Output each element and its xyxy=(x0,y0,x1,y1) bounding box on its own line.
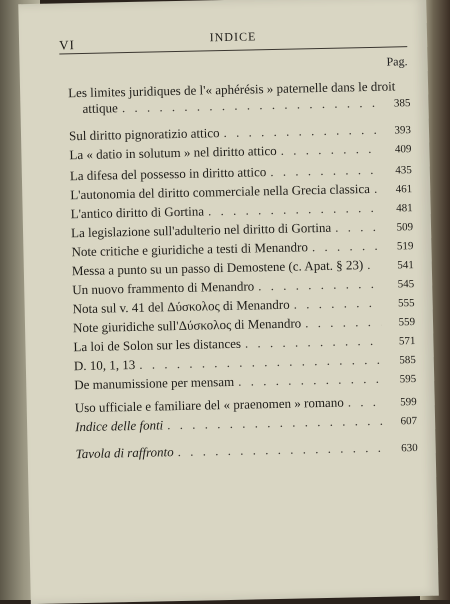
toc-page-number: 461 xyxy=(395,183,413,196)
dot-leader xyxy=(208,200,379,220)
toc-page-number: 630 xyxy=(401,442,418,455)
toc-entry-title: De manumissione per mensam xyxy=(74,373,235,393)
toc-entry-title: D. 10, 1, 13 xyxy=(73,356,136,374)
toc-page-number: 555 xyxy=(397,297,415,310)
toc-page-number: 509 xyxy=(396,221,414,234)
table-of-contents xyxy=(68,76,418,463)
dot-leader xyxy=(367,257,380,273)
toc-page-number: 541 xyxy=(397,259,414,272)
toc-entry-title: La « datio in solutum » nel diritto attico xyxy=(69,142,277,163)
toc-entry-title: Note critiche e giuridiche a testi di Menandro xyxy=(71,239,309,260)
page-folio: VI xyxy=(58,37,76,53)
dot-leader xyxy=(178,440,384,460)
dot-leader xyxy=(335,219,379,236)
toc-entry-title: La difesa del possesso in diritto attico xyxy=(69,164,267,184)
toc-page-number: 571 xyxy=(398,335,416,348)
dot-leader xyxy=(280,141,377,159)
dot-leader xyxy=(223,122,377,141)
toc-entry-title: Nota sul v. 41 del Δύσκολος di Menandro xyxy=(72,296,290,317)
toc-entry xyxy=(68,78,411,118)
toc-page-number: 409 xyxy=(394,143,412,156)
book-page xyxy=(18,0,438,604)
dot-leader xyxy=(294,295,381,313)
page-column-label: Pag. xyxy=(386,54,408,69)
toc-entry-title: Note giuridiche sull'Δύσκολος di Menandro xyxy=(72,315,302,336)
toc-page-number: 385 xyxy=(393,97,411,110)
dot-leader xyxy=(312,238,380,255)
toc-page-number: 595 xyxy=(399,373,417,386)
toc-entry-title: Uso ufficiale e familiare del « praenomen » romano xyxy=(74,394,344,416)
header-rule xyxy=(59,46,407,54)
dot-leader xyxy=(238,371,382,390)
toc-page-number: 519 xyxy=(396,240,414,253)
dot-leader xyxy=(139,352,382,373)
dot-leader xyxy=(270,162,378,180)
toc-entry-title: Les limites juridiques de l'« aphérésis » paternelle dans le droit xyxy=(67,78,396,101)
running-header xyxy=(59,26,407,53)
toc-entry-title: Indice delle fonti xyxy=(74,417,164,435)
toc-entry-continuation: attique xyxy=(82,100,119,116)
toc-page-number: 481 xyxy=(396,202,413,215)
toc-entry-title: La legislazione sull'adulterio nel diritto di Gortina xyxy=(70,219,332,241)
toc-page-number: 599 xyxy=(400,396,417,409)
toc-entry-title: Messa a punto su un passo di Demostene (c. Apat. § 23) xyxy=(71,257,364,279)
toc-page-number: 393 xyxy=(394,124,412,137)
toc-page-number: 585 xyxy=(399,354,416,367)
dot-leader xyxy=(305,314,381,332)
dot-leader xyxy=(245,333,382,352)
header-title: INDICE xyxy=(209,29,257,45)
dot-leader xyxy=(258,276,380,295)
dot-leader xyxy=(348,394,383,411)
toc-entry-title: Un nuovo frammento di Menandro xyxy=(72,278,255,298)
toc-page-number: 559 xyxy=(398,316,416,329)
toc-entry-title: Tavola di raffronto xyxy=(75,444,174,462)
toc-entry-title: Sul diritto pignoratizio attico xyxy=(68,125,220,144)
toc-page-number: 607 xyxy=(400,415,418,428)
toc-page-number: 545 xyxy=(397,278,415,291)
toc-page-number: 435 xyxy=(395,164,412,177)
toc-entry-title: L'antico diritto di Gortina xyxy=(70,203,205,222)
toc-entry xyxy=(76,439,418,463)
toc-entry-title: La loi de Solon sur les distances xyxy=(73,335,242,355)
toc-entry-title: L'autonomia del diritto commerciale nella Grecia classica xyxy=(70,180,371,203)
dot-leader xyxy=(167,413,383,434)
